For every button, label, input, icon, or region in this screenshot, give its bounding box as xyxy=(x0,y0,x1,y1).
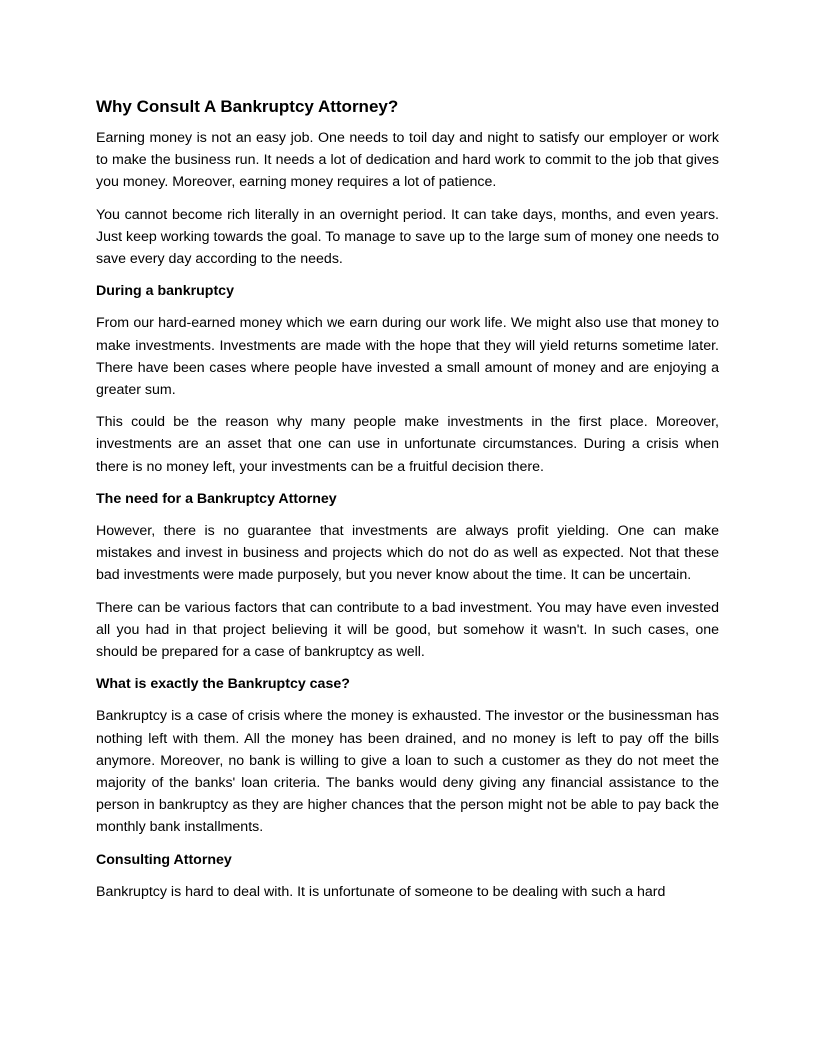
heading-during-bankruptcy: During a bankruptcy xyxy=(96,283,234,300)
document-page xyxy=(96,96,719,913)
paragraph-investments: From our hard-earned money which we earn during our work life. We might also use that money to make investments. Investments are made with the hope that they will yield returns sometime later. There have been cases where people have invested a small amount of money and are enjoying a greater sum. xyxy=(96,315,719,399)
paragraph-bankruptcy-hard: Bankruptcy is hard to deal with. It is unfortunate of someone to be dealing with such a hard xyxy=(96,883,666,900)
heading-consulting-attorney: Consulting Attorney xyxy=(96,851,232,868)
paragraph-bad-investment-factors: There can be various factors that can contribute to a bad investment. You may have even invested all you had in that project believing it will be good, but somehow it wasn't. In such cases, one should be prepared for a case of bankruptcy as well. xyxy=(96,599,719,661)
paragraph-earning-money: Earning money is not an easy job. One needs to toil day and night to satisfy our employer or work to make the business run. It needs a lot of dedication and hard work to commit to the job that gives you money. Moreover, earning money requires a lot of patience. xyxy=(96,130,719,191)
heading-need-for-attorney: The need for a Bankruptcy Attorney xyxy=(96,490,337,507)
paragraph-bankruptcy-definition: Bankruptcy is a case of crisis where the money is exhausted. The investor or the businessman has nothing left with them. All the money has been drained, and no money is left to pay off the bills anymore. Moreover, no bank is willing to give a loan to such a customer as they do not meet the majority of the banks' loan criteria. The banks would deny giving any financial assistance to the person in bankruptcy as they are higher chances that the person might not be able to pay back the monthly bank installments. xyxy=(96,708,719,836)
document-title: Why Consult A Bankruptcy Attorney? xyxy=(96,97,399,116)
paragraph-investment-reason: This could be the reason why many people make investments in the first place. Moreover, investments are an asset that one can use in unfortunate circumstances. During a crisis when there is no money left, your investments can be a fruitful decision there. xyxy=(96,414,719,475)
paragraph-become-rich: You cannot become rich literally in an overnight period. It can take days, months, and even years. Just keep working towards the goal. To manage to save up to the large sum of money one needs to save every day according to the needs. xyxy=(96,206,719,268)
heading-bankruptcy-case: What is exactly the Bankruptcy case? xyxy=(96,676,350,693)
paragraph-no-guarantee: However, there is no guarantee that investments are always profit yielding. One can make mistakes and invest in business and projects which do not do as well as expected. Not that these bad investments were made purposely, but you never know about the time. It can be uncertain. xyxy=(96,523,719,584)
